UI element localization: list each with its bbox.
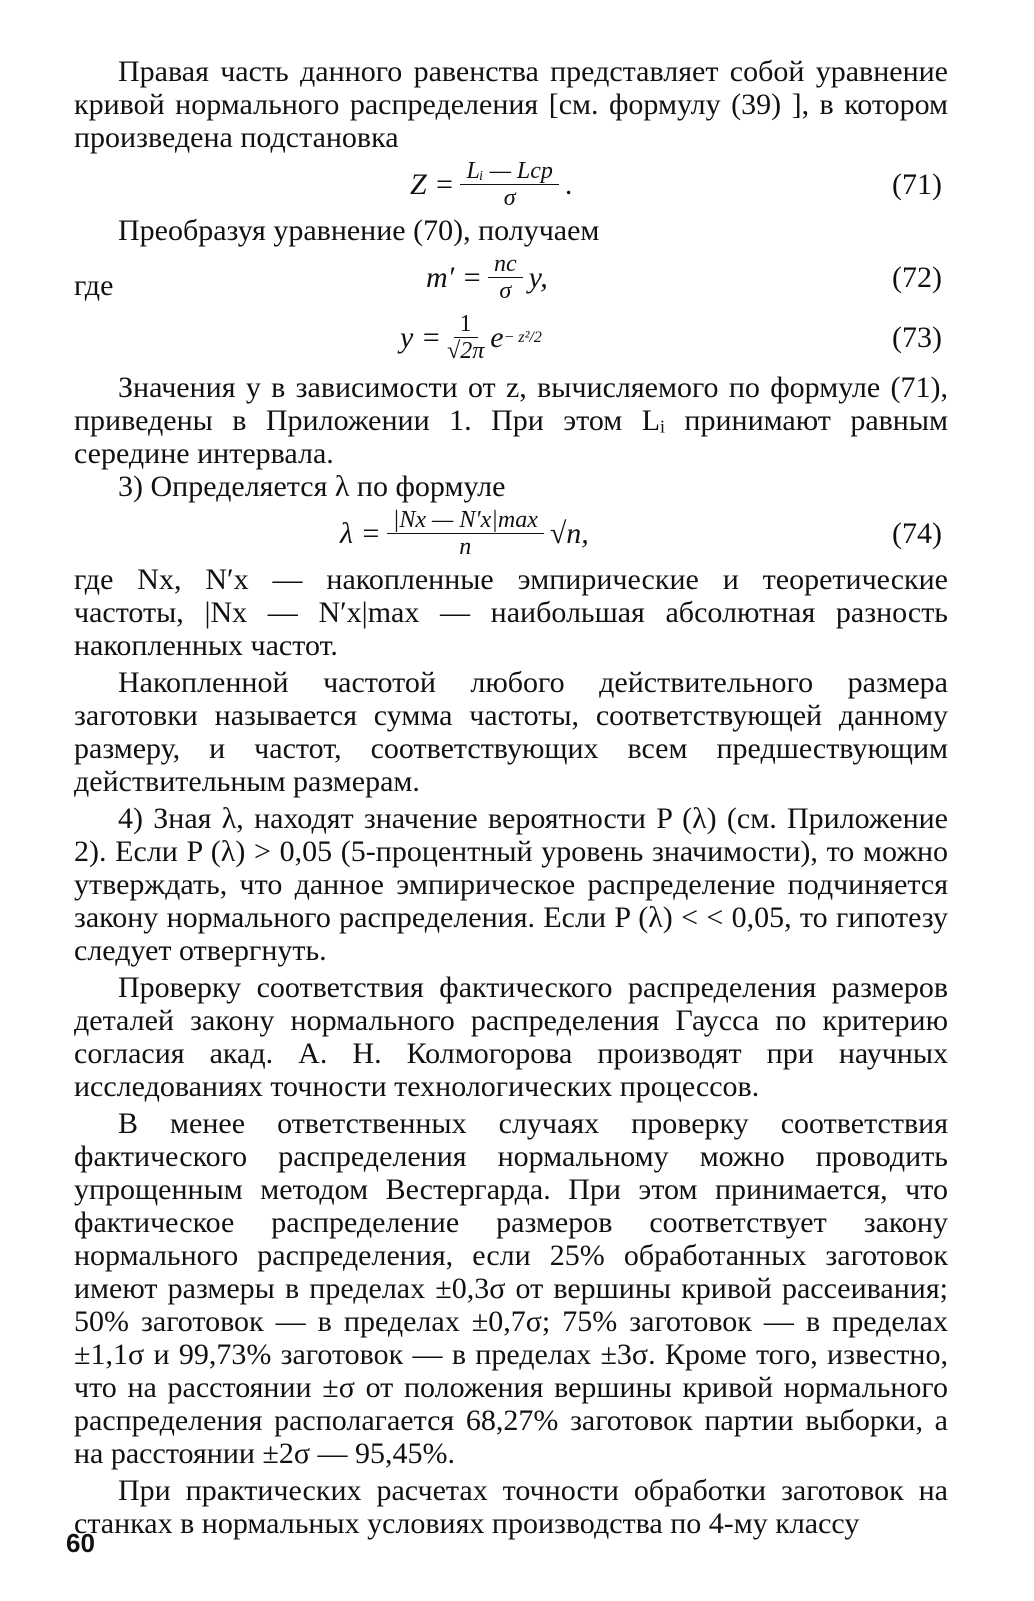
paragraph-1: Правая часть данного равенства представляет собой уравнение кривой нормального распределения [см. формулу (39) ], в котором произведена подстановка (74, 55, 948, 154)
eq71-number: (71) (892, 168, 942, 201)
eq71-tail: . (564, 167, 573, 201)
eq74-lhs: λ = (340, 516, 381, 550)
equation-74 (74, 503, 948, 563)
eq71-lhs: Z = (410, 167, 455, 201)
paragraph-4: 3) Определяется λ по формуле (118, 470, 506, 503)
page-body (74, 55, 948, 1540)
eq74-number: (74) (892, 517, 942, 550)
eq73-numerator: 1 (454, 311, 478, 338)
paragraph-9: В менее ответственных случаях проверку соответствия фактического распределения нормальному можно проводить упрощенным методом Вестергарда. При этом принимается, что фактическое распределение размеров соответствует закону нормального распределения, если 25% обработанных заготовок имеют размеры в пределах ±0,3σ от вершины кривой рассеивания; 50% заготовок — в пределах ±0,7σ; 75% заготовок — в пределах ±1,1σ и 99,73% заготовок — в пределах ±3σ. Кроме того, известно, что на расстоянии ±σ от положения вершины кривой нормального распределения располагается 68,27% заготовок партии выборки, а на расстоянии ±2σ — 95,45%. (74, 1107, 948, 1470)
eq73-number: (73) (892, 321, 942, 354)
eq71-fraction (460, 158, 558, 211)
eq73-fraction (447, 311, 484, 364)
page-number: 60 (66, 1528, 95, 1558)
eq73-lhs: y = (400, 320, 442, 354)
eq72-number: (72) (892, 261, 942, 294)
paragraph-5: где Nx, N′x — накопленные эмпирические и теоретические частоты, |Nx — N′x|max — наибольшая абсолютная разность накопленных частот. (74, 563, 948, 662)
paragraph-2: Преобразуя уравнение (70), получаем (118, 214, 600, 247)
eq74-numerator: |Nx — N′x|max (387, 507, 544, 534)
eq73-exponent: − z²/2 (503, 328, 542, 346)
eq73-base: e (490, 320, 504, 354)
eq72-fraction (488, 251, 523, 304)
paragraph-10: При практических расчетах точности обработки заготовок на станках в нормальных условиях производства по 4-му классу (74, 1474, 948, 1540)
paragraph-6: Накопленной частотой любого действительного размера заготовки называется сумма частоты, соответствующей данному размеру, и частот, соответствующих всем предшествующим действительным размерам. (74, 666, 948, 798)
where-label: где (74, 269, 114, 302)
eq72-denominator: σ (499, 277, 512, 304)
paragraph-8: Проверку соответствия фактического распределения размеров деталей закону нормального распределения Гаусса по критерию согласия акад. А. Н. Колмогорова производят при научных исследованиях точности технологических процессов. (74, 971, 948, 1103)
equation-72 (74, 247, 948, 307)
equation-73 (74, 307, 948, 371)
eq72-tail: y, (528, 260, 548, 294)
eq72-lhs: m′ = (426, 260, 482, 294)
paragraph-3: Значения y в зависимости от z, вычисляемого по формуле (71), приведены в Приложении 1. При этом Lᵢ принимают равным середине интервала. (74, 371, 948, 470)
eq74-fraction (387, 507, 544, 560)
paragraph-7: 4) Зная λ, находят значение вероятности P (λ) (см. Приложение 2). Если P (λ) > 0,05 (5-процентный уровень значимости), то можно утверждать, что данное эмпирическое распределение подчиняется закону нормального распределения. Если P (λ) < < 0,05, то гипотезу следует отвергнуть. (74, 802, 948, 967)
eq72-numerator: nc (488, 251, 523, 278)
eq74-tail: √n, (549, 516, 589, 550)
eq71-numerator: Lᵢ — Lср (460, 158, 558, 185)
eq71-denominator: σ (503, 184, 516, 211)
eq73-denominator: √2π (447, 337, 485, 364)
equation-71 (74, 154, 948, 214)
eq74-denominator: n (459, 533, 472, 560)
